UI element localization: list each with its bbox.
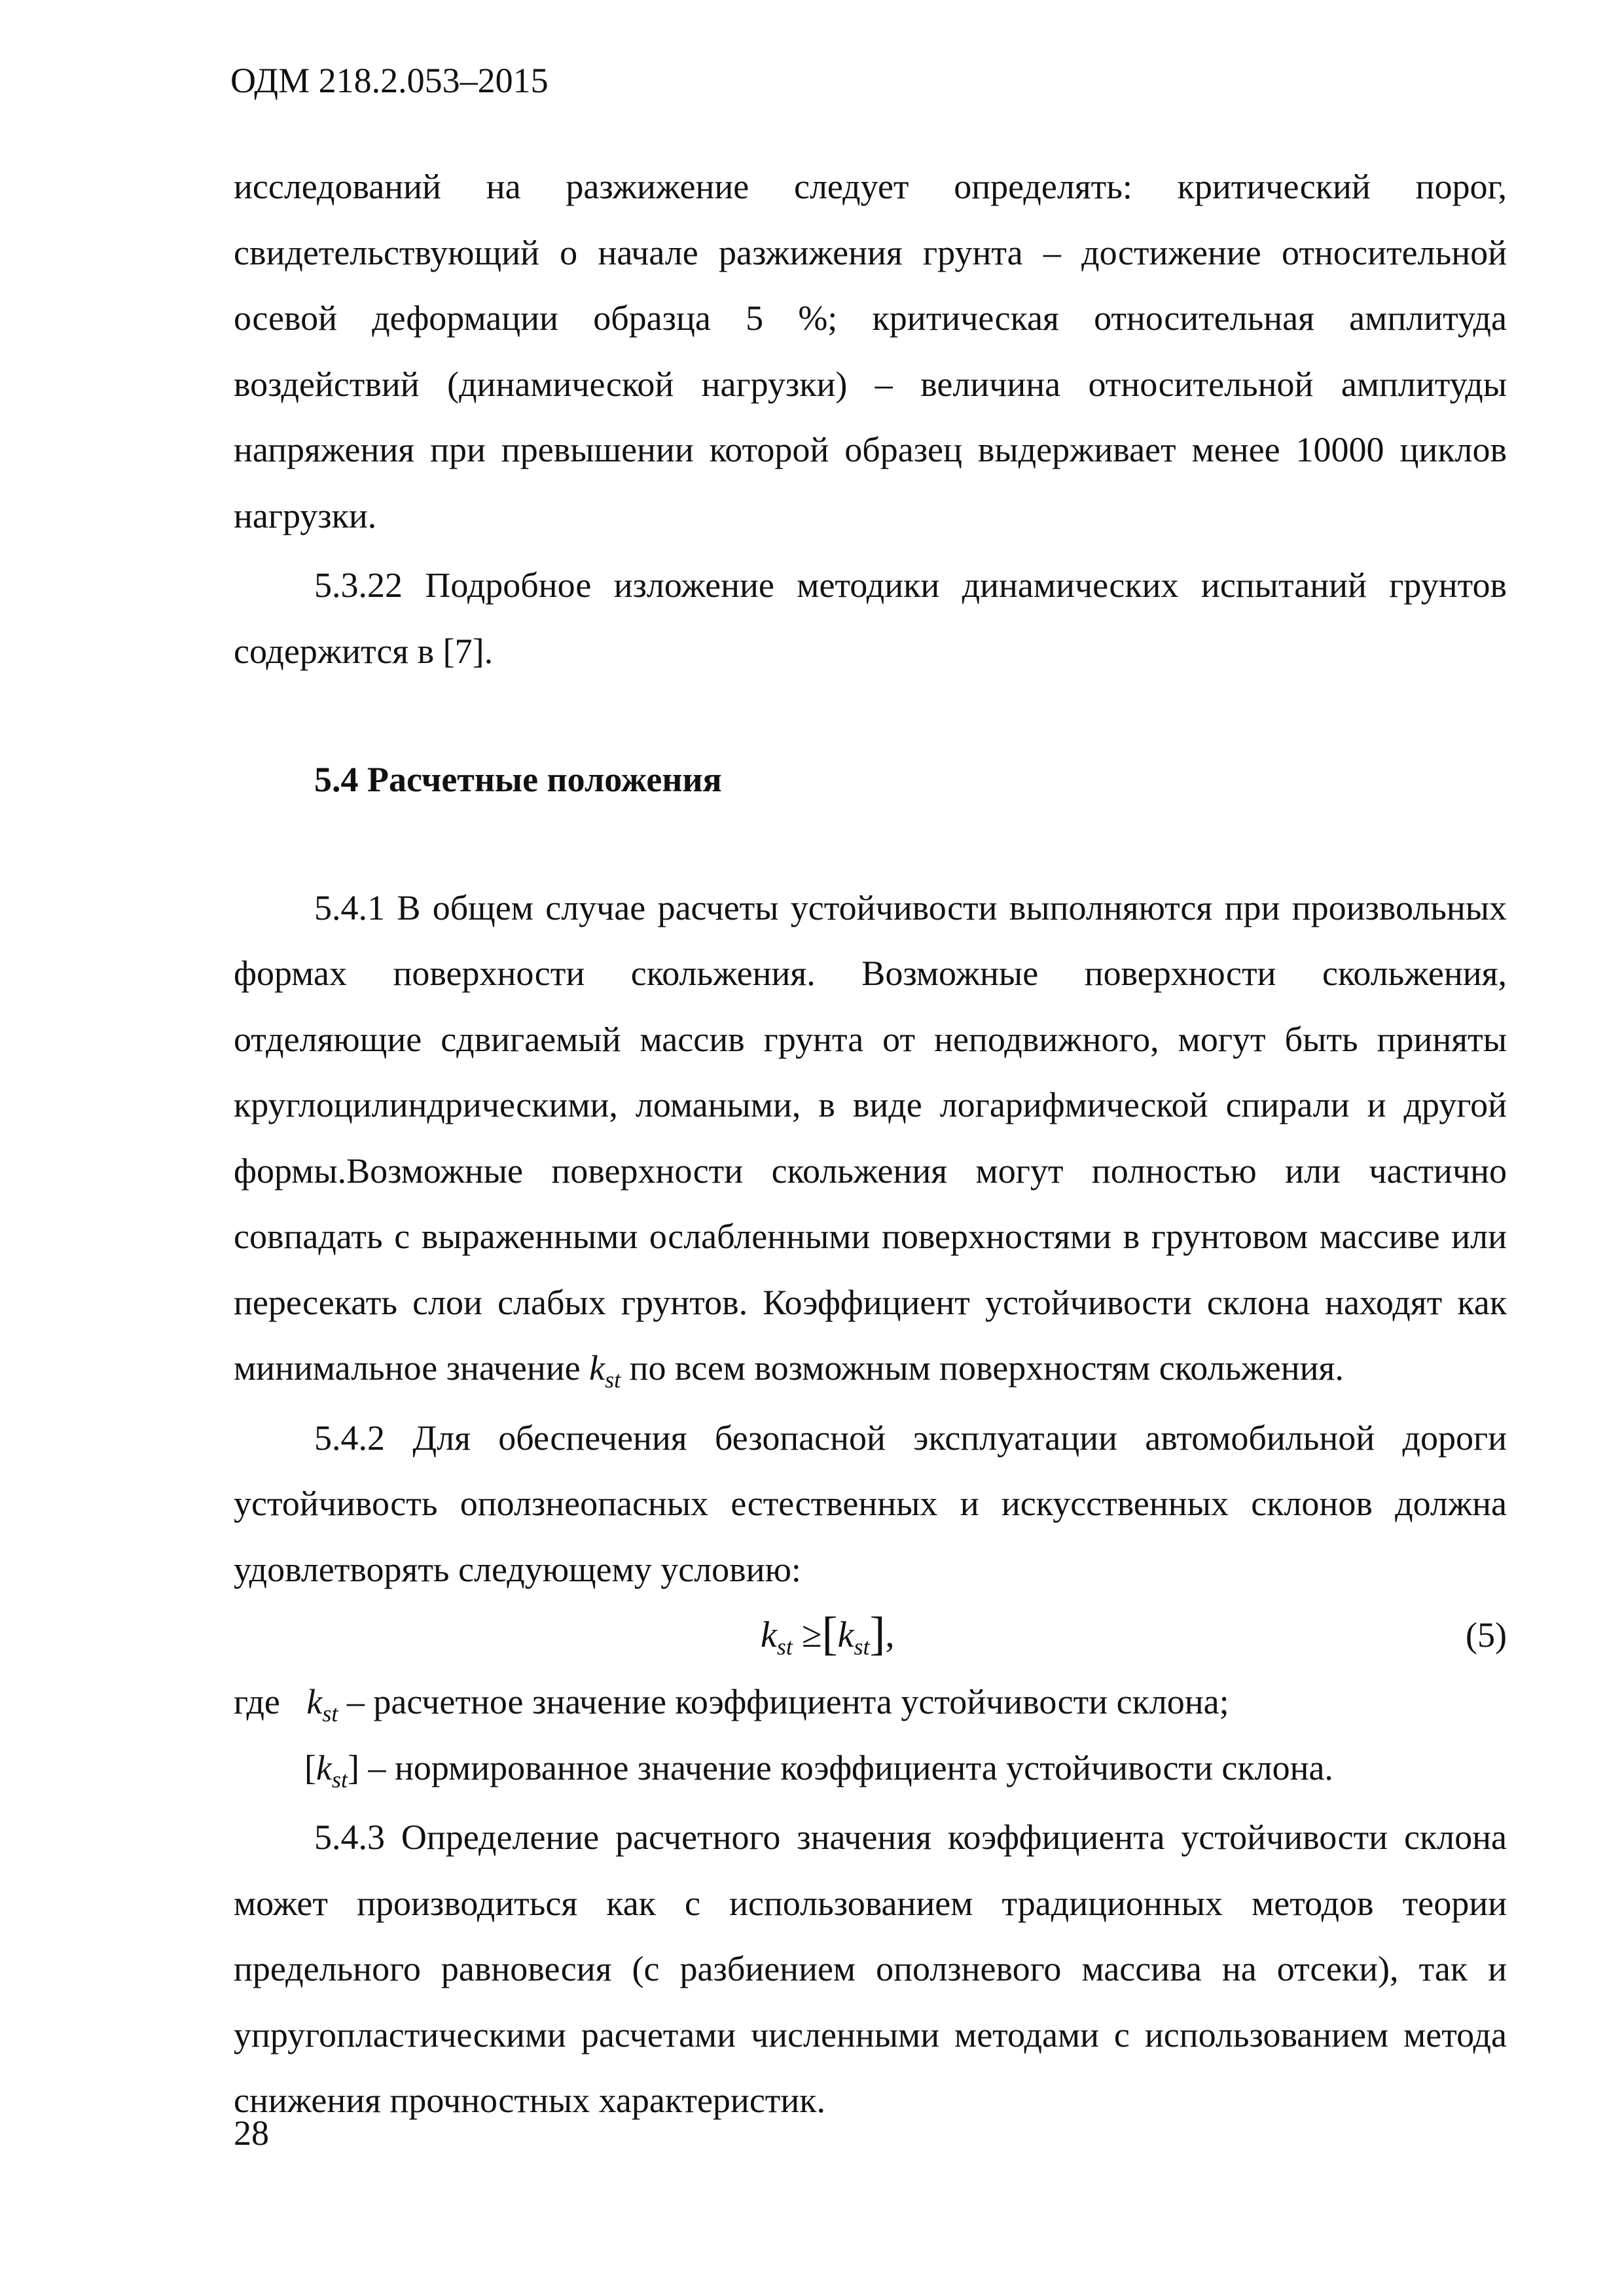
equation-5 [234,1602,1507,1669]
paragraph-continuation: исследований на разжижение следует определять: критический порог, свидетельствующий о начале разжижения грунта – достижение относительной осевой деформации образца 5 %; критическая относительная амплитуда воздействий (динамической нагрузки) – величина относительной амплитуды напряжения при превышении которой образец выдерживает менее 10000 циклов нагрузки. [234,167,1507,535]
paragraph-5-4-3: 5.4.3 Определение расчетного значения коэффициента устойчивости склона может производиться как с использованием традиционных методов теории предельного равновесия (с разбиением оползневого массива на отсеки), так и упругопластическими расчетами численными методами с использованием метода снижения прочностных характеристик. [234,1818,1507,2120]
kst-subscript: st [605,1367,621,1393]
document-code-header: ОДМ 218.2.053–2015 [230,61,549,100]
paragraph-5-4-2: 5.4.2 Для обеспечения безопасной эксплуатации автомобильной дороги устойчивость оползнеопасных естественных и искусственных склонов должна удовлетворять следующему условию: [234,1418,1507,1589]
where-line-normalized-kst: $[k_{st}]$ – нормированное значение коэффициента устойчивости склона. [304,1748,1333,1793]
where-line-kst: где $k_{st}$ – расчетное значение коэффициента устойчивости склона; [234,1682,1229,1727]
paragraph-5-4-1 [234,875,1507,1401]
equation-number: (5) [1466,1615,1507,1655]
section-heading-5-4: 5.4 Расчетные положения [314,760,722,799]
page-number: 28 [234,2113,269,2153]
kst-variable: k [589,1348,605,1388]
paragraph-5-4-1-end: по всем возможным поверхностям скольжения. [629,1348,1344,1388]
document-body [234,154,1507,2134]
paragraph-5-4-1-text: 5.4.1 В общем случае расчеты устойчивости выполняются при произвольных формах поверхности скольжения. Возможные поверхности скольжения, отделяющие сдвигаемый массив грунта от неподвижного, могут быть приняты круглоцилиндрическими, ломаными, в виде логарифмической спирали и другой формы.Возможные поверхности скольжения могут полностью или частично совпадать с выраженными ослабленными поверхностями в грунтовом массиве или пересекать слои слабых грунтов. Коэффициент устойчивости склона находят как минимальное значение [234,888,1507,1388]
equation-formula: $k_{st} \ge[k_{st}]$, [761,1607,895,1660]
paragraph-5-3-22: 5.3.22 Подробное изложение методики динамических испытаний грунтов содержится в [7]. [234,565,1507,671]
